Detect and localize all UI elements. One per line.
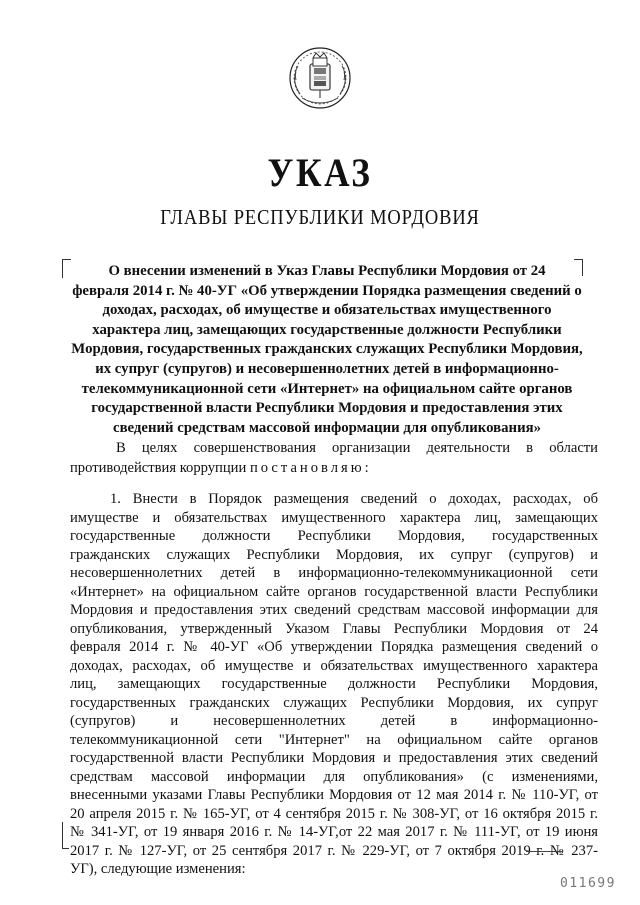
paragraph-line: 2017 г. № 127-УГ, от 25 сентября 2017 г. № 229-УГ, от 7 октября 2019 г. № 237- <box>70 842 598 859</box>
paragraph-line: государственных гражданских служащих Республики Мордовия, их супруг <box>70 694 598 711</box>
paragraph-line: лиц, замещающих государственные должности Республики Мордовия, <box>70 676 598 692</box>
paragraph-line: Мордовия и предоставления этих сведений средствам массовой информации для <box>70 602 598 618</box>
footer-underline-mark <box>526 839 562 852</box>
paragraph-line: имуществе и обязательствах имущественного характера лиц, замещающих <box>70 509 598 526</box>
heading-line: Мордовия, государственных гражданских служащих Республики Мордовия, <box>71 341 583 358</box>
heading-line: телекоммуникационной сети «Интернет» на официальном сайте органов <box>81 380 573 397</box>
paragraph-line: опубликования, утвержденный Указом Главы Республики Мордовия от 24 <box>70 620 598 637</box>
heading-line: их супруг (супругов) и несовершеннолетних детей в информационно- <box>95 360 559 377</box>
decree-heading <box>70 262 584 438</box>
paragraph-line: средствам массовой информации для опубликования» (с изменениями, <box>70 768 598 785</box>
heading-line: О внесении изменений в Указ Главы Республики Мордовия от 24 <box>108 263 546 279</box>
paragraph-line: № 341-УГ, от 19 января 2016 г. № 14-УГ,от 22 мая 2017 г. № 111-УГ, от 19 июня <box>70 824 598 840</box>
paragraph-line: доходах, расходах, об имуществе и обязательствах имущественного характера <box>70 657 598 674</box>
paragraph-line: УГ), следующие изменения: <box>70 861 246 877</box>
preamble-text: противодействия коррупции <box>70 460 250 476</box>
heading-line: доходах, расходах, об имуществе и обязательствах имущественного <box>102 302 552 319</box>
paragraph-line: государственные должности Республики Мордовия, государственных <box>70 528 598 544</box>
paragraph-line: 1. Внести в Порядок размещения сведений о доходах, расходах, об <box>110 491 598 507</box>
document-subtitle: ГЛАВЫ РЕСПУБЛИКИ МОРДОВИЯ <box>160 205 480 229</box>
paragraph-line: 20 апреля 2015 г. № 165-УГ, от 4 сентября 2015 г. № 308-УГ, от 16 октября 2015 г. <box>70 805 598 822</box>
preamble-line <box>70 458 598 478</box>
paragraph-line: государственной власти Республики Мордовия и предоставления этих сведений <box>70 750 598 766</box>
preamble-line: В целях совершенствования организации деятельности в области <box>116 440 598 456</box>
paragraph-line: внесенными указами Главы Республики Мордовия от 12 мая 2014 г. № 110-УГ, от <box>70 787 598 803</box>
document-title: УКАЗ <box>267 150 373 195</box>
heading-line: характера лиц, замещающих государственные должности Республики <box>92 321 562 338</box>
page-code: 011699 <box>560 876 616 891</box>
preamble-colon: : <box>364 460 369 476</box>
paragraph-1 <box>70 490 598 879</box>
heading-line: сведений средствам массовой информации для опубликования» <box>113 419 541 436</box>
heading-line: государственной власти Республики Мордовия и предоставления этих <box>91 400 563 417</box>
decree-word: постановляю <box>249 460 365 476</box>
heading-line: февраля 2014 г. № 40-УГ «Об утверждении Порядка размещения сведений о <box>72 282 582 299</box>
preamble-paragraph <box>70 438 598 478</box>
coat-of-arms-emblem <box>286 42 354 110</box>
paragraph-line: несовершеннолетних детей в информационно-телекоммуникационной сети <box>70 565 598 581</box>
paragraph-line: февраля 2014 г. № 40-УГ «Об утверждении Порядка размещения сведений о <box>70 639 598 655</box>
paragraph-line: телекоммуникационной сети "Интернет" на официальном сайте органов <box>70 731 598 748</box>
margin-bracket-mark <box>62 822 69 849</box>
paragraph-line: «Интернет» на официальном сайте органов государственной власти Республики <box>70 583 598 600</box>
paragraph-line: (супругов) и несовершеннолетних детей в информационно- <box>70 713 598 729</box>
paragraph-line: гражданских служащих Республики Мордовия, их супруг (супругов) и <box>70 546 598 563</box>
